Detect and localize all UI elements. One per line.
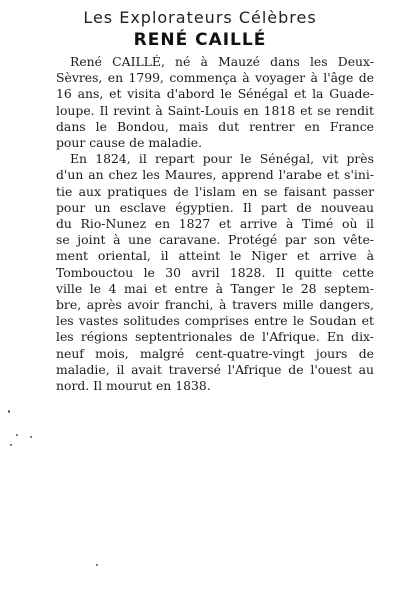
paragraph-1 (56, 54, 374, 151)
text-line: pour cause de maladie. (56, 135, 203, 151)
scan-speck (96, 564, 98, 566)
text-line: bre, après avoir franchi, à travers mille dangers, (56, 297, 374, 313)
text-line: les régions septentrionales de l'Afrique. En dix- (56, 329, 374, 345)
paragraph-2 (56, 151, 374, 394)
text-line: tie aux pratiques de l'islam en se faisant passer (56, 183, 374, 199)
scan-speck (30, 436, 32, 438)
text-line: 16 ans, et visita d'abord le Sénégal et la Guade- (56, 86, 374, 102)
explorer-name-heading: RENÉ CAILLÉ (133, 30, 267, 50)
text-line: dans le Bondou, mais dut rentrer en France (56, 118, 374, 134)
text-line: Tombouctou le 30 avril 1828. Il quitte cette (56, 264, 374, 280)
biography-text (56, 54, 374, 394)
text-line: d'un an chez les Maures, apprend l'arabe et s'ini- (56, 167, 374, 183)
text-line: ment oriental, il atteint le Niger et arrive à (56, 248, 374, 264)
text-line: se joint à une caravane. Protégé par son vête- (56, 232, 374, 248)
text-line: pour un esclave égyptien. Il part de nouveau (56, 199, 374, 215)
text-line: En 1824, il repart pour le Sénégal, vit près (70, 151, 374, 167)
scan-speck (10, 444, 12, 446)
text-line: Sèvres, en 1799, commença à voyager à l'âge de (56, 70, 374, 86)
text-line: maladie, il avait traversé l'Afrique de l'ouest au (56, 361, 374, 377)
scan-speck (16, 434, 18, 436)
text-line: les vastes solitudes comprises entre le Soudan et (56, 313, 374, 329)
text-line: neuf mois, malgré cent-quatre-vingt jours de (56, 345, 374, 361)
text-line: du Rio-Nunez en 1827 et arrive à Timé où il (56, 216, 374, 232)
text-line: loupe. Il revint à Saint-Louis en 1818 et se rendit (56, 102, 374, 118)
text-line: ville le 4 mai et entre à Tanger le 28 septem- (56, 280, 374, 296)
text-line: René CAILLÉ, né à Mauzé dans les Deux- (70, 54, 374, 69)
text-line: nord. Il mourut en 1838. (56, 378, 211, 394)
scan-speck (8, 410, 10, 413)
series-title: Les Explorateurs Célèbres (83, 8, 317, 27)
